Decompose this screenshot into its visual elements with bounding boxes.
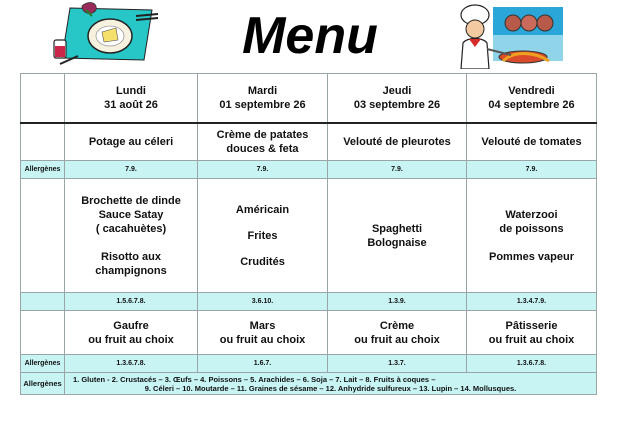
main-dish-cell (328, 179, 467, 293)
main-allergen-row (21, 293, 597, 311)
chef-cooking-icon (453, 3, 565, 69)
allergen-legend-row (21, 373, 597, 395)
dish-text: Frites (247, 229, 278, 242)
dessert-row (21, 311, 597, 355)
allergen-code: 1.5.6.7.8. (65, 293, 198, 311)
dessert-allergen-row (21, 355, 597, 373)
day-cell (65, 74, 198, 124)
dessert-cell (328, 311, 467, 355)
day-date: 01 septembre 26 (219, 99, 306, 111)
soup-allergen-row (21, 161, 597, 179)
soup-row (21, 123, 597, 161)
day-name: Mardi (247, 85, 278, 97)
allergen-code: 1.3.7. (328, 355, 467, 373)
dish-text: Américain (235, 203, 290, 216)
soup-cell (198, 123, 328, 161)
dessert-text: ou fruit au choix (219, 333, 306, 346)
dish-text: de poissons (499, 222, 564, 235)
dish-text: Spaghetti (371, 222, 423, 235)
day-date: 31 août 26 (104, 99, 158, 111)
allergen-code: 7.9. (198, 161, 328, 179)
day-date: 04 septembre 26 (488, 99, 575, 111)
soup-cell (65, 123, 198, 161)
dessert-text: ou fruit au choix (88, 333, 174, 346)
allergen-label: Allergènes (21, 373, 65, 395)
page-title: Menu (242, 7, 378, 65)
dessert-cell (198, 311, 328, 355)
corner-cell (21, 74, 65, 124)
legend-line: 1. Gluten - 2. Crustacés – 3. Œufs – 4. Poissons – 5. Arachides – 6. Soja – 7. Lait – 8. Fruits à coques – (73, 374, 436, 384)
soup-text: douces & feta (226, 143, 299, 155)
legend-line: 9. Céleri – 10. Moutarde – 11. Graines de sésame – 12. Anhydride sulfureux – 13. Lupin – 14. Mollusques. (144, 383, 517, 393)
allergen-label: Allergènes (21, 161, 65, 179)
dessert-cell (467, 311, 597, 355)
main-dish-row (21, 179, 597, 293)
day-name: Jeudi (382, 85, 412, 97)
main-dish-cell (65, 179, 198, 293)
allergen-code: 1.6.7. (198, 355, 328, 373)
soup-text: Velouté de pleurotes (343, 136, 451, 148)
soup-text: Crème de patates (216, 129, 309, 141)
dish-text: Pommes vapeur (489, 250, 574, 263)
dessert-text: Mars (249, 319, 276, 332)
day-date: 03 septembre 26 (353, 99, 441, 111)
allergen-code: 7.9. (328, 161, 467, 179)
dish-text: Brochette de dinde (81, 194, 181, 207)
allergen-code: 3.6.10. (198, 293, 328, 311)
main-dish-cell (198, 179, 328, 293)
allergen-legend (65, 373, 597, 395)
day-name: Vendredi (508, 85, 555, 97)
allergen-code: 1.3.4.7.9. (467, 293, 597, 311)
dish-text: Risotto aux (101, 250, 161, 263)
dessert-text: Crème (379, 319, 415, 332)
soup-cell (328, 123, 467, 161)
day-name: Lundi (116, 85, 146, 97)
dish-text: Bolognaise (367, 236, 427, 249)
allergen-code: 1.3.6.7.8. (65, 355, 198, 373)
dessert-cell (65, 311, 198, 355)
day-cell (467, 74, 597, 124)
dish-text: Waterzooi (505, 208, 558, 221)
dish-text: Crudités (240, 255, 285, 268)
day-cell (198, 74, 328, 124)
allergen-code: 7.9. (467, 161, 597, 179)
soup-cell (467, 123, 597, 161)
allergen-code: 1.3.6.7.8. (467, 355, 597, 373)
allergen-label: Allergènes (21, 355, 65, 373)
dessert-text: ou fruit au choix (488, 333, 575, 346)
dish-text: Sauce Satay (98, 208, 164, 221)
menu-table (20, 73, 597, 395)
main-dish-cell (467, 179, 597, 293)
day-cell (328, 74, 467, 124)
allergen-code: 1.3.9. (328, 293, 467, 311)
dish-text: champignons (95, 264, 167, 277)
soup-text: Velouté de tomates (481, 136, 582, 148)
allergen-code: 7.9. (65, 161, 198, 179)
dessert-text: Gaufre (113, 319, 149, 332)
dish-text: ( cacahuètes) (95, 222, 167, 235)
dessert-text: ou fruit au choix (354, 333, 440, 346)
soup-text: Potage au céleri (88, 136, 174, 148)
dessert-text: Pâtisserie (505, 319, 558, 332)
day-header-row (21, 74, 597, 124)
